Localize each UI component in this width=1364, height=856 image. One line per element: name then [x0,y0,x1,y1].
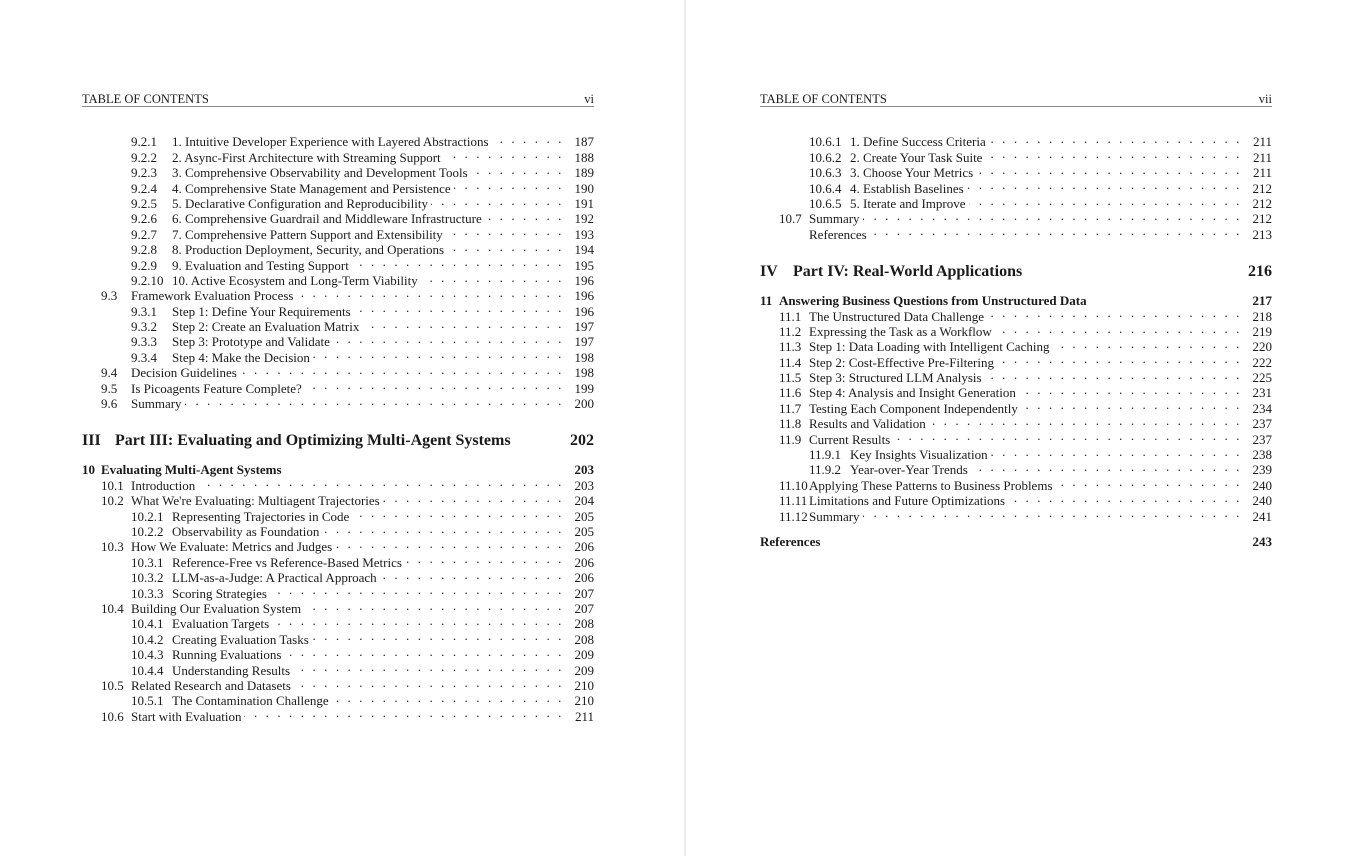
page-number: 237 [1246,416,1272,431]
page-number: 203 [568,478,594,493]
section-number: 10.4.1 [131,616,164,632]
toc-entry[interactable] [82,705,594,724]
dot-leader [322,521,568,536]
section-number: 9.3.4 [131,349,157,365]
dot-leader [352,505,568,520]
page-number: 205 [568,509,594,524]
dot-leader [333,331,568,346]
section-number: 10.2.2 [131,523,164,539]
part-title[interactable]: Part IV: Real-World Applications [793,262,1023,280]
page-number: 237 [1246,432,1272,447]
page-number: 231 [1246,385,1272,400]
dot-leader [1052,336,1246,351]
entry-title[interactable]: 5. Iterate and Improve [850,196,969,211]
section-number: 9.2.3 [131,165,157,181]
page-number: 204 [568,493,594,508]
section-number: 10.5.1 [131,693,164,709]
toc-entry[interactable] [82,459,594,478]
page-number: 194 [568,242,594,257]
page-number: 239 [1246,462,1272,477]
page-number: 225 [1246,370,1272,385]
dot-leader [985,367,1246,382]
entry-title[interactable]: 1. Define Success Criteria [850,134,989,149]
page-number: 209 [568,647,594,662]
dot-leader [405,551,568,566]
header-page-number: vi [584,92,594,106]
entry-title[interactable]: Applying These Patterns to Business Problems [809,478,1056,493]
toc-entry[interactable] [82,131,594,150]
dot-leader [335,536,568,551]
section-number: 11.9.1 [809,447,842,463]
section-number: 11.10 [779,477,808,493]
section-number: 9.2.1 [131,134,157,150]
dot-leader [293,659,568,674]
dot-leader [294,675,568,690]
section-number: 9.6 [101,396,118,412]
toc-entry[interactable] [760,177,1272,196]
page-number: 219 [1246,324,1272,339]
dot-leader [870,223,1246,238]
page-number: 197 [568,319,594,334]
toc-entry[interactable] [82,675,594,693]
page-number: 193 [568,227,594,242]
page-number: 205 [568,524,594,539]
section-number: 11.9.2 [809,462,842,478]
section-number: 10.6.2 [809,149,842,165]
dot-leader [304,598,568,613]
section-number: 10.4.2 [131,631,164,647]
page-number: 241 [1246,509,1272,524]
page-number: 198 [568,365,594,380]
entry-title[interactable]: Current Results [809,432,893,447]
section-number: 11 [760,293,773,309]
dot-leader [362,316,568,331]
part-title[interactable]: Part III: Evaluating and Optimizing Multi-Agent Systems [115,432,511,450]
page-number: 191 [568,196,594,211]
section-number: 10.1 [101,477,124,493]
section-number: 9.4 [101,365,118,381]
section-number: 9.2.2 [131,149,157,165]
page-number: 196 [568,304,594,319]
table-of-contents [760,131,1272,549]
section-number: 10.4.3 [131,647,164,663]
page-number: 212 [1246,196,1272,211]
entry-title[interactable]: Step 1: Data Loading with Intelligent Caching [809,339,1052,354]
page-number: 210 [568,693,594,708]
entry-title[interactable]: Evaluation Targets [172,616,272,631]
section-number: 10.7 [779,211,802,227]
section-number: 9.3.2 [131,319,157,335]
toc-entry[interactable] [82,628,594,647]
entry-title[interactable]: Decision Guidelines [131,365,240,380]
entry-title[interactable]: Year-over-Year Trends [850,462,971,477]
dot-leader [991,444,1246,459]
page-number: 188 [568,150,594,165]
entry-title[interactable]: Step 4: Make the Decision [172,350,313,365]
entry-title[interactable]: Step 2: Cost-Effective Pre-Filtering [809,355,997,370]
page-number: 187 [568,134,594,149]
header-title: TABLE OF CONTENTS [82,92,209,106]
part-page-number: 216 [1248,262,1272,280]
page-number: 212 [1246,181,1272,196]
section-number: 9.2.10 [131,272,164,288]
page-number: 217 [1246,293,1272,308]
entry-title[interactable]: Step 4: Analysis and Insight Generation [809,385,1019,400]
section-number: 10.2.1 [131,508,164,524]
entry-title[interactable]: 3. Choose Your Metrics [850,165,976,180]
page-number: 195 [568,258,594,273]
section-number: 9.3.3 [131,334,157,350]
page-number: 222 [1246,355,1272,370]
header-title: TABLE OF CONTENTS [760,92,887,106]
page-number: 207 [568,586,594,601]
dot-leader [284,644,568,659]
section-number: 11.12 [779,508,808,524]
page-number: 211 [1246,165,1272,180]
entry-title[interactable]: 6. Comprehensive Guardrail and Middleware Infrastructure [172,211,485,226]
entry-title[interactable]: Is Picoagents Feature Complete? [131,381,305,396]
entry-title[interactable]: References [760,534,823,549]
entry-title[interactable]: Framework Evaluation Process [131,288,296,303]
part-page-number: 202 [570,432,594,450]
page-number: 190 [568,181,594,196]
section-number: 10.3 [101,539,124,555]
section-number: 10 [82,462,95,478]
section-number: 10.3.3 [131,585,164,601]
section-number: 11.9 [779,431,802,447]
toc-entry[interactable] [82,536,594,555]
dot-leader [989,131,1246,146]
page-number: 208 [568,632,594,647]
dot-leader [313,346,568,361]
section-number: 9.2.8 [131,242,157,258]
dot-leader [312,628,568,643]
section-number: 9.2.5 [131,195,157,211]
dot-leader [380,567,568,582]
dot-leader [971,459,1246,474]
entry-title[interactable]: Step 3: Structured LLM Analysis [809,370,985,385]
entry-title[interactable]: Start with Evaluation [131,709,244,724]
running-header [760,91,1272,107]
section-number: 10.5 [101,677,124,693]
page-number: 212 [1246,211,1272,226]
section-number: 10.6.1 [809,134,842,150]
page-number: 198 [568,350,594,365]
entry-title[interactable]: Building Our Evaluation System [131,601,304,616]
entry-title[interactable]: 2. Create Your Task Suite [850,150,985,165]
entry-title[interactable]: Step 1: Define Your Requirements [172,304,354,319]
entry-title[interactable]: Understanding Results [172,663,293,678]
section-number: 11.11 [779,493,808,509]
toc-entry[interactable] [760,193,1272,211]
dot-leader [1056,474,1246,489]
entry-title[interactable]: 8. Production Deployment, Security, and Operations [172,242,447,257]
entry-title[interactable]: Reference-Free vs Reference-Based Metrics [172,555,405,570]
toc-entry[interactable] [760,162,1272,181]
toc-entry[interactable] [82,598,594,616]
entry-title[interactable]: LLM-as-a-Judge: A Practical Approach [172,570,380,585]
section-number: 10.3.1 [131,554,164,570]
page-number: 196 [568,273,594,288]
toc-entry[interactable] [82,644,594,663]
toc-entry[interactable] [82,659,594,678]
dot-leader [471,162,568,177]
page-number: 200 [568,396,594,411]
dot-leader [1019,382,1246,397]
section-number: 9.3.1 [131,303,157,319]
dot-leader [1021,397,1246,412]
toc-entry[interactable] [760,146,1272,165]
entry-title[interactable]: Creating Evaluation Tasks [172,632,312,647]
part-heading[interactable] [760,260,1272,284]
toc-entry[interactable] [82,362,594,381]
entry-title[interactable]: 7. Comprehensive Pattern Support and Extensibility [172,227,446,242]
entry-title[interactable]: Summary [809,509,863,524]
section-number: 9.5 [101,380,118,396]
entry-title[interactable]: Related Research and Datasets [131,678,294,693]
dot-leader [985,146,1246,161]
section-number: 10.6 [101,708,124,724]
entry-title[interactable]: Results and Validation [809,416,929,431]
section-number: 10.3.2 [131,570,164,586]
entry-title[interactable]: Testing Each Component Independently [809,401,1021,416]
toc-entry[interactable] [82,346,594,365]
section-number: 10.6.3 [809,165,842,181]
page-number: 203 [568,462,594,477]
dot-leader [967,177,1246,192]
section-number: 11.5 [779,370,802,386]
page-number: 199 [568,381,594,396]
entry-title[interactable]: Running Evaluations [172,647,284,662]
dot-leader [272,613,568,628]
dot-leader [995,321,1246,336]
entry-title[interactable]: 5. Declarative Configuration and Reproducibility [172,196,431,211]
section-number: 11.6 [779,385,802,401]
entry-title[interactable]: Key Insights Visualization [850,447,991,462]
page-number: 206 [568,539,594,554]
section-number: 9.2.7 [131,226,157,242]
section-number: 11.7 [779,400,802,416]
entry-title[interactable]: Observability as Foundation [172,524,322,539]
section-number: 9.2.6 [131,211,157,227]
entry-title[interactable]: 3. Comprehensive Observability and Development Tools [172,165,471,180]
dot-leader [969,193,1246,208]
part-number: IV [760,262,778,280]
page-number: 238 [1246,447,1272,462]
section-number: 10.4.4 [131,662,164,678]
toc-entry[interactable] [760,474,1272,493]
dot-leader [354,300,568,315]
entry-title[interactable]: Step 3: Prototype and Validate [172,334,333,349]
entry-title[interactable]: References [809,227,870,242]
section-number: 10.4 [101,600,124,616]
dot-leader [332,690,568,705]
page-number: 240 [1246,493,1272,508]
section-number: 10.6.5 [809,195,842,211]
entry-title[interactable]: Scoring Strategies [172,586,270,601]
entry-title[interactable]: The Contamination Challenge [172,693,332,708]
page-number: 197 [568,334,594,349]
entry-title[interactable]: Step 2: Create an Evaluation Matrix [172,319,362,334]
dot-leader [485,208,568,223]
page-number: 210 [568,678,594,693]
header-page-number: vii [1258,92,1272,106]
dot-leader [454,177,568,192]
page-number: 209 [568,663,594,678]
page-number: 211 [1246,134,1272,149]
dot-leader [447,239,568,254]
entry-title[interactable]: Summary [809,211,863,226]
page-number: 211 [1246,150,1272,165]
dot-leader [893,428,1246,443]
section-number: 11.8 [779,416,802,432]
dot-leader [305,377,568,392]
page-number: 240 [1246,478,1272,493]
page-number: 196 [568,288,594,303]
page-number: 206 [568,570,594,585]
entry-title[interactable]: The Unstructured Data Challenge [809,309,987,324]
page-number: 213 [1246,227,1272,242]
section-number: 11.4 [779,354,802,370]
running-header [82,91,594,107]
entry-title[interactable]: 1. Intuitive Developer Experience with Layered Abstractions [172,134,492,149]
part-heading[interactable] [82,429,594,453]
table-of-contents [82,131,594,724]
entry-title[interactable]: Limitations and Future Optimizations [809,493,1008,508]
right-page [686,0,1364,856]
section-number: 9.3 [101,288,118,304]
page-number: 243 [1246,534,1272,549]
entry-title[interactable]: 10. Active Ecosystem and Long-Term Viability [172,273,421,288]
page-number: 207 [568,601,594,616]
page-number: 192 [568,211,594,226]
entry-title[interactable]: 2. Async-First Architecture with Streaming Support [172,150,444,165]
toc-entry[interactable] [760,290,1272,309]
page-number: 206 [568,555,594,570]
section-number: 11.2 [779,323,802,339]
entry-title[interactable]: Summary [131,396,185,411]
page-number: 220 [1246,339,1272,354]
references-entry[interactable] [760,531,1272,549]
entry-title[interactable]: 9. Evaluation and Testing Support [172,258,352,273]
entry-title[interactable]: Evaluating Multi-Agent Systems [101,462,285,477]
section-number: 10.2 [101,493,124,509]
section-number: 9.2.9 [131,257,157,273]
entry-title[interactable]: 4. Establish Baselines [850,181,967,196]
page-number: 208 [568,616,594,631]
entry-title[interactable]: Representing Trajectories in Code [172,509,352,524]
entry-title[interactable]: Introduction [131,478,198,493]
section-number: 11.3 [779,339,802,355]
page-number: 189 [568,165,594,180]
toc-entry[interactable] [760,131,1272,150]
toc-entry[interactable] [760,208,1272,227]
dot-leader [976,162,1246,177]
section-number: 9.2.4 [131,180,157,196]
page-number: 234 [1246,401,1272,416]
entry-title[interactable]: Answering Business Questions from Unstructured Data [779,293,1090,308]
entry-title[interactable]: How We Evaluate: Metrics and Judges [131,539,335,554]
entry-title[interactable]: What We're Evaluating: Multiagent Trajectories [131,493,383,508]
page-number: 218 [1246,309,1272,324]
page-number: 211 [568,709,594,724]
section-number: 11.1 [779,308,802,324]
dot-leader [492,131,568,146]
entry-title[interactable]: 4. Comprehensive State Management and Persistence [172,181,454,196]
dot-leader [421,270,568,285]
section-number: 10.6.4 [809,180,842,196]
part-number: III [82,432,101,450]
toc-entry[interactable] [760,459,1272,478]
entry-title[interactable]: Expressing the Task as a Workflow [809,324,995,339]
dot-leader [383,490,568,505]
